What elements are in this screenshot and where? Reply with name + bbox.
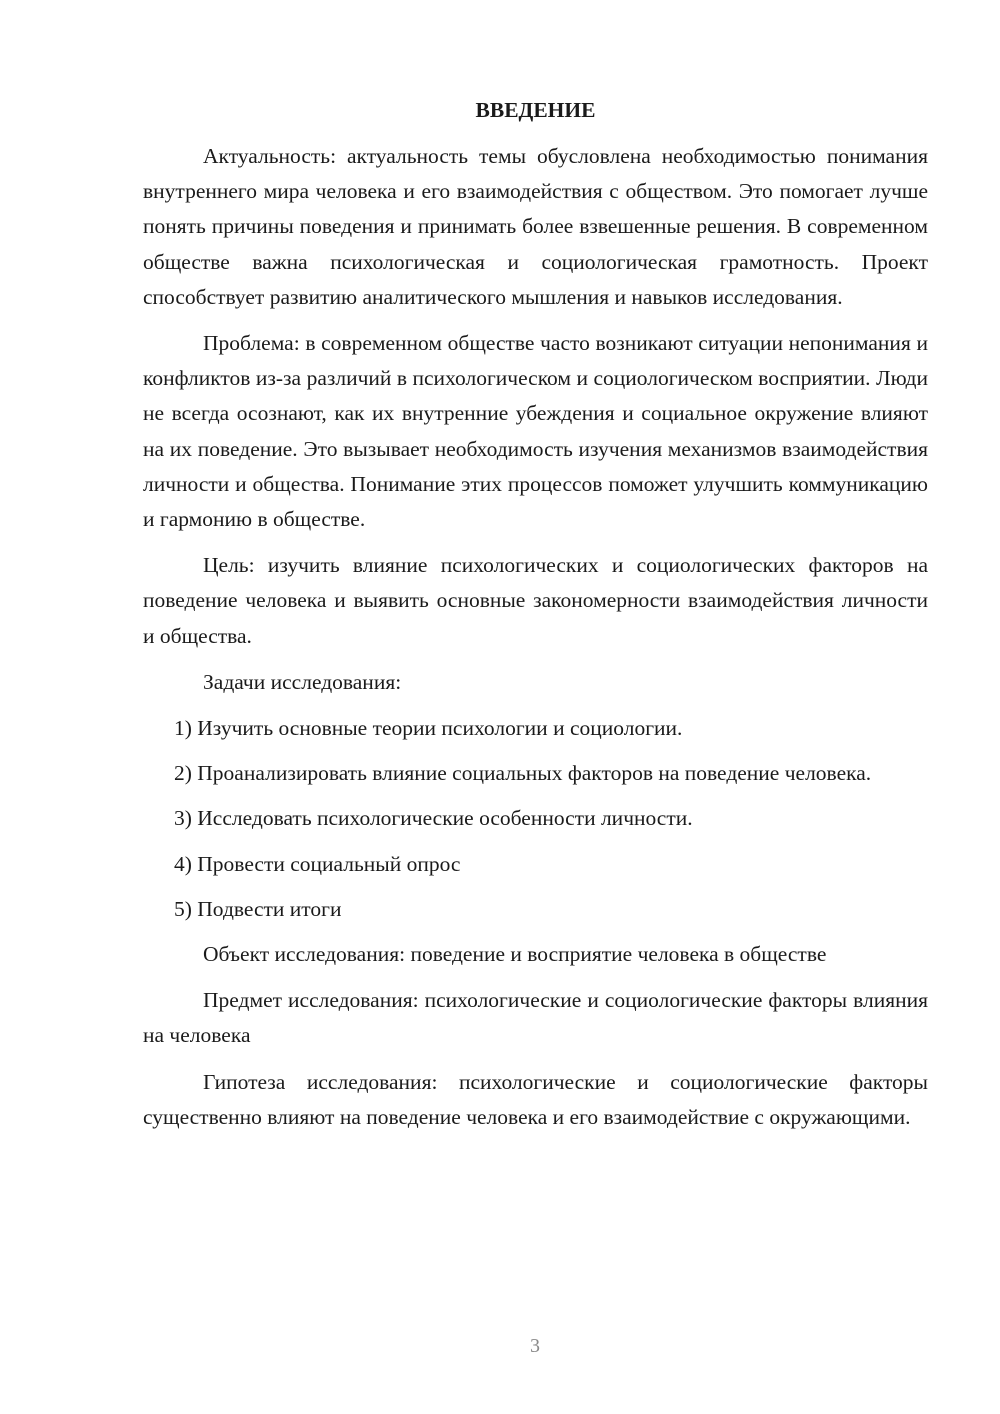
task-item-2: 2) Проанализировать влияние социальных факторов на поведение человека. xyxy=(174,761,872,786)
task-item-4: 4) Провести социальный опрос xyxy=(174,851,461,876)
paragraph-hypothesis: Гипотеза исследования: психологические и социологические факторы существенно влияют на поведение человека и его взаимодействие с окружающими. xyxy=(143,1069,928,1129)
page-title: ВВЕДЕНИЕ xyxy=(475,98,596,122)
task-item-5: 5) Подвести итоги xyxy=(174,896,342,921)
paragraph-problem: Проблема: в современном обществе часто возникают ситуации непонимания и конфликтов из-за различий в психологическом и социологическом восприятии. Люди не всегда осознают, как их внутренние убеждения и социальное окружение влияют на их поведение. Это вызывает необходимость изучения механизмов взаимодействия личности и общества. Понимание этих процессов поможет улучшить коммуникацию и гармонию в обществе. xyxy=(143,331,928,532)
page-content xyxy=(143,93,928,1146)
task-item-3: 3) Исследовать психологические особенности личности. xyxy=(174,806,693,831)
tasks-heading: Задачи исследования: xyxy=(203,669,402,694)
paragraph-relevance: Актуальность: актуальность темы обусловлена необходимостью понимания внутреннего мира человека и его взаимодействия с обществом. Это помогает лучше понять причины поведения и принимать более взвешенные решения. В современном обществе важна психологическая и социологическая грамотность. Проект способствует развитию аналитического мышления и навыков исследования. xyxy=(143,144,928,309)
paragraph-goal: Цель: изучить влияние психологических и социологических факторов на поведение человека и выявить основные закономерности взаимодействия личности и общества. xyxy=(143,553,928,648)
paragraph-object: Объект исследования: поведение и восприятие человека в обществе xyxy=(203,942,827,967)
task-item-1: 1) Изучить основные теории психологии и социологии. xyxy=(174,716,683,741)
paragraph-subject: Предмет исследования: психологические и социологические факторы влияния на человека xyxy=(143,988,928,1048)
page-number: 3 xyxy=(530,1335,540,1357)
